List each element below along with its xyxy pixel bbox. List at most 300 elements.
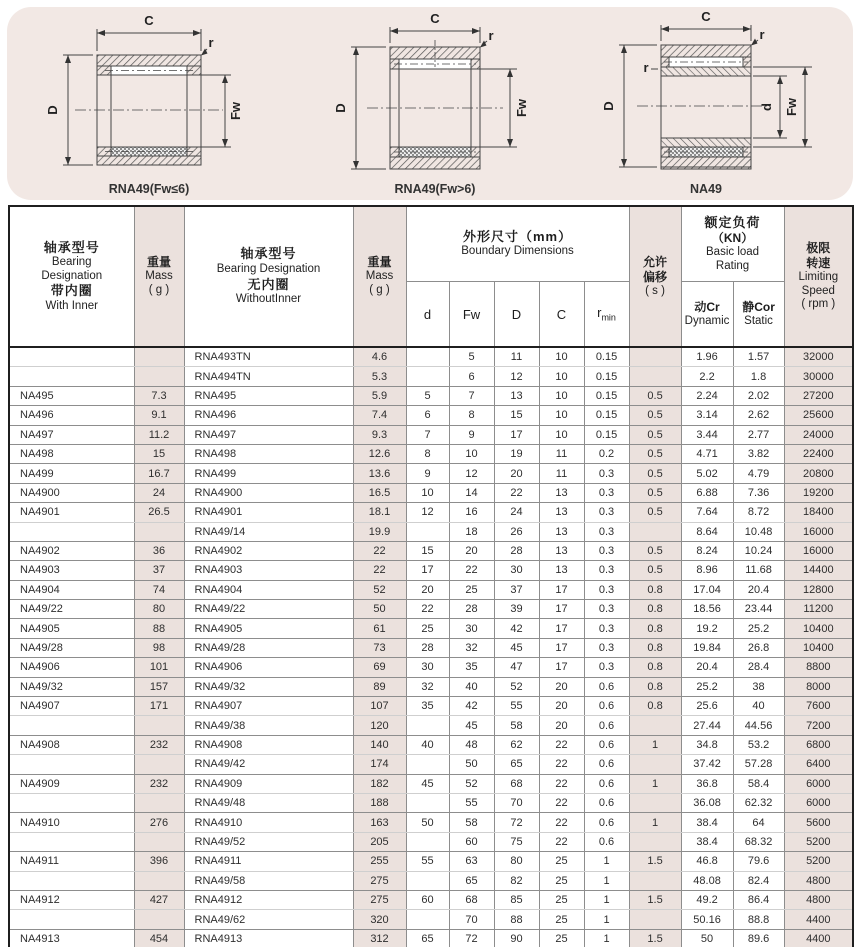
- cell: 13: [539, 483, 584, 502]
- cell: 88: [494, 910, 539, 929]
- cell: 58.4: [733, 774, 784, 793]
- cell: 34.8: [681, 735, 733, 754]
- cell: 22: [539, 774, 584, 793]
- header-line: ( g ): [369, 284, 390, 296]
- cell: [134, 832, 184, 851]
- cell: NA4905: [9, 619, 134, 638]
- cell: RNA495: [184, 386, 353, 405]
- diagram-label-3: NA49: [690, 182, 722, 196]
- table-row: [9, 890, 853, 909]
- cell: 0.5: [629, 444, 681, 463]
- bearing-section: [63, 29, 231, 165]
- cell: 25.6: [681, 697, 733, 716]
- table-row: [9, 793, 853, 812]
- cell: 9.1: [134, 406, 184, 425]
- cell: 4.6: [353, 347, 406, 367]
- cell: 4400: [784, 910, 853, 929]
- cell: NA4908: [9, 735, 134, 754]
- cell: 0.6: [584, 735, 629, 754]
- cell: NA496: [9, 406, 134, 425]
- cell: 0.6: [584, 677, 629, 696]
- cell: RNA4905: [184, 619, 353, 638]
- cell: 25600: [784, 406, 853, 425]
- cell: 0.5: [629, 561, 681, 580]
- cell: 1: [629, 813, 681, 832]
- cell: 68: [494, 774, 539, 793]
- cell: NA498: [9, 444, 134, 463]
- cell: 47: [494, 658, 539, 677]
- cell: NA4900: [9, 483, 134, 502]
- cell: 427: [134, 890, 184, 909]
- cell: 2.62: [733, 406, 784, 425]
- cell: 37.42: [681, 755, 733, 774]
- cell: 0.6: [584, 755, 629, 774]
- col-header-without-inner: [184, 206, 353, 347]
- cell: RNA4913: [184, 929, 353, 947]
- cell: 1: [629, 774, 681, 793]
- cell: 0.6: [584, 832, 629, 851]
- cell: RNA498: [184, 444, 353, 463]
- cell: 2.24: [681, 386, 733, 405]
- cell: 68.32: [733, 832, 784, 851]
- cell: 65: [449, 871, 494, 890]
- header-line: Basic load: [706, 245, 760, 258]
- spec-table-wrap: [8, 205, 854, 947]
- cell: 4800: [784, 890, 853, 909]
- cell: 19: [494, 444, 539, 463]
- cell: 85: [494, 890, 539, 909]
- cell: 7.4: [353, 406, 406, 425]
- cell: 58: [449, 813, 494, 832]
- cell: 25: [539, 852, 584, 871]
- cell: 107: [353, 697, 406, 716]
- cell: RNA49/62: [184, 910, 353, 929]
- cell: 20: [494, 464, 539, 483]
- cell: 45: [406, 774, 449, 793]
- cell: 17: [539, 580, 584, 599]
- cell: 3.44: [681, 425, 733, 444]
- cell: [629, 347, 681, 367]
- cell: 5200: [784, 832, 853, 851]
- cell: 1.8: [733, 367, 784, 386]
- cell: RNA49/52: [184, 832, 353, 851]
- dim-label-D: D: [333, 103, 348, 113]
- table-row: [9, 638, 853, 657]
- cell: 10: [539, 406, 584, 425]
- cell: NA4913: [9, 929, 134, 947]
- cell: 2.02: [733, 386, 784, 405]
- cell: [629, 716, 681, 735]
- cell: NA4904: [9, 580, 134, 599]
- col-header-with-inner: [9, 206, 134, 347]
- cell: RNA49/38: [184, 716, 353, 735]
- header-line: Limiting: [798, 270, 839, 283]
- cell: 0.15: [584, 367, 629, 386]
- cell: RNA4912: [184, 890, 353, 909]
- cell: 32: [406, 677, 449, 696]
- cell: 5200: [784, 852, 853, 871]
- cell: 22: [406, 600, 449, 619]
- diagram-label-1: RNA49(Fw≤6): [108, 182, 190, 196]
- col-header-limiting-speed: [784, 206, 853, 347]
- cell: 22: [353, 561, 406, 580]
- cell: 25: [449, 580, 494, 599]
- cell: 276: [134, 813, 184, 832]
- cell: 0.3: [584, 464, 629, 483]
- cell: 8.72: [733, 503, 784, 522]
- cell: 72: [494, 813, 539, 832]
- cell: 18: [449, 522, 494, 541]
- bearing-spec-table: [8, 205, 854, 947]
- cell: 0.8: [629, 677, 681, 696]
- cell: 0.3: [584, 483, 629, 502]
- cell: RNA4906: [184, 658, 353, 677]
- cell: NA49/22: [9, 600, 134, 619]
- cell: 12800: [784, 580, 853, 599]
- cell: 60: [449, 832, 494, 851]
- cell: 4400: [784, 929, 853, 947]
- header-line: With Inner: [45, 299, 98, 312]
- cell: 89.6: [733, 929, 784, 947]
- cell: 52: [494, 677, 539, 696]
- cell: 8.96: [681, 561, 733, 580]
- cell: 0.5: [629, 425, 681, 444]
- cell: 0.5: [629, 464, 681, 483]
- header-line: Static: [744, 314, 773, 327]
- diagram-label-2: RNA49(Fw>6): [394, 182, 476, 196]
- cell: 61: [353, 619, 406, 638]
- cell: 140: [353, 735, 406, 754]
- cell: 22: [539, 755, 584, 774]
- cell: 50.16: [681, 910, 733, 929]
- cell: 22: [539, 832, 584, 851]
- cell: 32: [449, 638, 494, 657]
- cell: 8: [406, 444, 449, 463]
- cell: 396: [134, 852, 184, 871]
- cell: [9, 716, 134, 735]
- cell: [134, 716, 184, 735]
- col-header-rmin: $r_{min}$: [584, 282, 629, 348]
- cell: RNA49/28: [184, 638, 353, 657]
- bearing-section: [351, 27, 517, 169]
- header-line: 轴承型号: [240, 246, 297, 262]
- cell: 42: [494, 619, 539, 638]
- dim-label-c: C: [430, 11, 440, 26]
- cell: 0.2: [584, 444, 629, 463]
- header-line: Boundary Dimensions: [461, 245, 574, 258]
- cell: 36: [134, 541, 184, 560]
- col-header-static: [733, 282, 784, 348]
- header-line: 重量: [367, 255, 392, 270]
- cell: 19.9: [353, 522, 406, 541]
- cell: 40: [449, 677, 494, 696]
- cell: 174: [353, 755, 406, 774]
- header-line: 转速: [806, 255, 831, 270]
- cell: 38.4: [681, 813, 733, 832]
- cell: 6: [449, 367, 494, 386]
- cell: 22: [539, 735, 584, 754]
- table-row: [9, 852, 853, 871]
- header-line: Bearing: [51, 255, 92, 268]
- cell: 68: [449, 890, 494, 909]
- cell: 63: [449, 852, 494, 871]
- col-header-dynamic: [681, 282, 733, 348]
- cell: 88: [134, 619, 184, 638]
- cell: [134, 755, 184, 774]
- table-row: [9, 522, 853, 541]
- cell: RNA494TN: [184, 367, 353, 386]
- cell: 25: [539, 910, 584, 929]
- cell: 0.6: [584, 697, 629, 716]
- cell: 25.2: [681, 677, 733, 696]
- cell: 12: [494, 367, 539, 386]
- cell: 17: [539, 658, 584, 677]
- table-row: [9, 561, 853, 580]
- cell: 52: [449, 774, 494, 793]
- col-header-D: D: [494, 282, 539, 348]
- cell: 22: [539, 813, 584, 832]
- cell: 30: [449, 619, 494, 638]
- cell: NA4906: [9, 658, 134, 677]
- cell: 0.3: [584, 503, 629, 522]
- diagram-rna49-fw-le6: [19, 7, 281, 200]
- cell: 10: [406, 483, 449, 502]
- cell: 25: [539, 890, 584, 909]
- header-line: Rating: [715, 259, 750, 272]
- cell: 20: [539, 697, 584, 716]
- cell: NA49/32: [9, 677, 134, 696]
- cell: 46.8: [681, 852, 733, 871]
- header-line: 外形尺寸（mm）: [462, 228, 573, 244]
- cell: 11: [494, 347, 539, 367]
- cell: NA4910: [9, 813, 134, 832]
- cell: 232: [134, 774, 184, 793]
- dim-label-r-inner: r: [643, 60, 649, 75]
- cell: 73: [353, 638, 406, 657]
- table-row: [9, 386, 853, 405]
- cell: 13: [539, 541, 584, 560]
- cell: 88.8: [733, 910, 784, 929]
- cell: 70: [449, 910, 494, 929]
- cell: 14400: [784, 561, 853, 580]
- cell: RNA49/58: [184, 871, 353, 890]
- cell: 25.2: [733, 619, 784, 638]
- header-line: Designation: [41, 269, 103, 282]
- cell: RNA4909: [184, 774, 353, 793]
- header-line: 动Cr: [694, 299, 720, 314]
- header-line: 允许: [643, 254, 668, 269]
- cell: 0.3: [584, 619, 629, 638]
- cell: 0.6: [584, 793, 629, 812]
- cell: 188: [353, 793, 406, 812]
- cell: 10: [539, 425, 584, 444]
- header-line: WithoutInner: [235, 292, 302, 305]
- table-row: [9, 755, 853, 774]
- cell: NA4901: [9, 503, 134, 522]
- cell: 22400: [784, 444, 853, 463]
- cell: 8800: [784, 658, 853, 677]
- cell: 58: [494, 716, 539, 735]
- cell: 4800: [784, 871, 853, 890]
- table-row: [9, 697, 853, 716]
- cell: 0.3: [584, 638, 629, 657]
- header-line: Speed: [801, 284, 835, 297]
- cell: 7600: [784, 697, 853, 716]
- table-row: [9, 406, 853, 425]
- table-row: [9, 483, 853, 502]
- cell: [9, 367, 134, 386]
- dimension-arrows: [65, 30, 228, 165]
- cell: 4.79: [733, 464, 784, 483]
- cell: 24: [494, 503, 539, 522]
- cell: 50: [449, 755, 494, 774]
- cell: 6.88: [681, 483, 733, 502]
- dim-label-r: r: [488, 28, 494, 43]
- cell: 9.3: [353, 425, 406, 444]
- cell: [406, 522, 449, 541]
- cell: 157: [134, 677, 184, 696]
- cell: 0.5: [629, 386, 681, 405]
- cell: 22: [539, 793, 584, 812]
- cell: 12: [406, 503, 449, 522]
- cell: 50: [406, 813, 449, 832]
- cell: 7: [449, 386, 494, 405]
- cell: 5: [449, 347, 494, 367]
- table-row: [9, 619, 853, 638]
- cell: 12.6: [353, 444, 406, 463]
- cell: 6400: [784, 755, 853, 774]
- cell: 5.9: [353, 386, 406, 405]
- cell: 320: [353, 910, 406, 929]
- cell: 6: [406, 406, 449, 425]
- table-row: [9, 774, 853, 793]
- dim-label-D: D: [45, 105, 60, 115]
- cell: 0.5: [629, 406, 681, 425]
- cell: 17: [539, 638, 584, 657]
- cell: 255: [353, 852, 406, 871]
- cell: [134, 367, 184, 386]
- cell: 2.77: [733, 425, 784, 444]
- cell: [134, 871, 184, 890]
- cell: [9, 910, 134, 929]
- cell: 8000: [784, 677, 853, 696]
- cell: 0.5: [629, 503, 681, 522]
- cell: [9, 793, 134, 812]
- header-line: （KN）: [711, 230, 754, 245]
- cell: 10400: [784, 619, 853, 638]
- cell: RNA49/42: [184, 755, 353, 774]
- cell: 20800: [784, 464, 853, 483]
- cell: [9, 347, 134, 367]
- cell: 0.15: [584, 406, 629, 425]
- cell: 39: [494, 600, 539, 619]
- cell: 24000: [784, 425, 853, 444]
- cell: 48.08: [681, 871, 733, 890]
- header-line: 额定负荷: [704, 214, 761, 230]
- header-line: ( rpm ): [801, 298, 836, 311]
- table-row: [9, 503, 853, 522]
- dim-label-fw: Fw: [784, 97, 799, 117]
- cell: 0.3: [584, 658, 629, 677]
- cell: 7.36: [733, 483, 784, 502]
- cell: NA49/28: [9, 638, 134, 657]
- cell: 30: [406, 658, 449, 677]
- table-header: [9, 206, 853, 347]
- cell: 7.64: [681, 503, 733, 522]
- cell: 48: [449, 735, 494, 754]
- cell: 19.2: [681, 619, 733, 638]
- cell: 25: [539, 929, 584, 947]
- cell: RNA4902: [184, 541, 353, 560]
- cell: 17: [406, 561, 449, 580]
- col-header-mass-1: [134, 206, 184, 347]
- cell: [406, 832, 449, 851]
- cell: 0.6: [584, 774, 629, 793]
- cell: 454: [134, 929, 184, 947]
- cell: 15: [494, 406, 539, 425]
- cell: RNA4903: [184, 561, 353, 580]
- cell: 1: [584, 890, 629, 909]
- col-header-fw: Fw: [449, 282, 494, 348]
- table-row: [9, 425, 853, 444]
- cell: 26.5: [134, 503, 184, 522]
- dim-label-c: C: [701, 9, 711, 24]
- cell: 13.6: [353, 464, 406, 483]
- cell: 0.5: [629, 541, 681, 560]
- cell: 171: [134, 697, 184, 716]
- cell: 65: [494, 755, 539, 774]
- cell: 35: [406, 697, 449, 716]
- cell: 7200: [784, 716, 853, 735]
- cell: 5600: [784, 813, 853, 832]
- cell: 1.57: [733, 347, 784, 367]
- cell: [406, 347, 449, 367]
- cell: 52: [353, 580, 406, 599]
- cell: [9, 522, 134, 541]
- cell: 0.3: [584, 580, 629, 599]
- cell: RNA49/32: [184, 677, 353, 696]
- cell: NA4911: [9, 852, 134, 871]
- cell: 0.8: [629, 697, 681, 716]
- table-row: [9, 367, 853, 386]
- cell: 55: [406, 852, 449, 871]
- cell: 55: [494, 697, 539, 716]
- cell: 19200: [784, 483, 853, 502]
- cell: 10: [539, 386, 584, 405]
- cell: 1.5: [629, 890, 681, 909]
- cell: [406, 793, 449, 812]
- cell: 2.2: [681, 367, 733, 386]
- cell: 11: [539, 464, 584, 483]
- cell: 50: [681, 929, 733, 947]
- cell: 18.56: [681, 600, 733, 619]
- cell: 0.3: [584, 541, 629, 560]
- cell: NA4912: [9, 890, 134, 909]
- cell: 45: [494, 638, 539, 657]
- cell: 44.56: [733, 716, 784, 735]
- cell: 64: [733, 813, 784, 832]
- cell: 69: [353, 658, 406, 677]
- dim-label-c: C: [144, 13, 154, 28]
- cell: RNA4900: [184, 483, 353, 502]
- cell: 0.3: [584, 561, 629, 580]
- cell: RNA4910: [184, 813, 353, 832]
- table-row: [9, 716, 853, 735]
- cell: NA495: [9, 386, 134, 405]
- cell: 275: [353, 871, 406, 890]
- cell: 11.68: [733, 561, 784, 580]
- cell: 27200: [784, 386, 853, 405]
